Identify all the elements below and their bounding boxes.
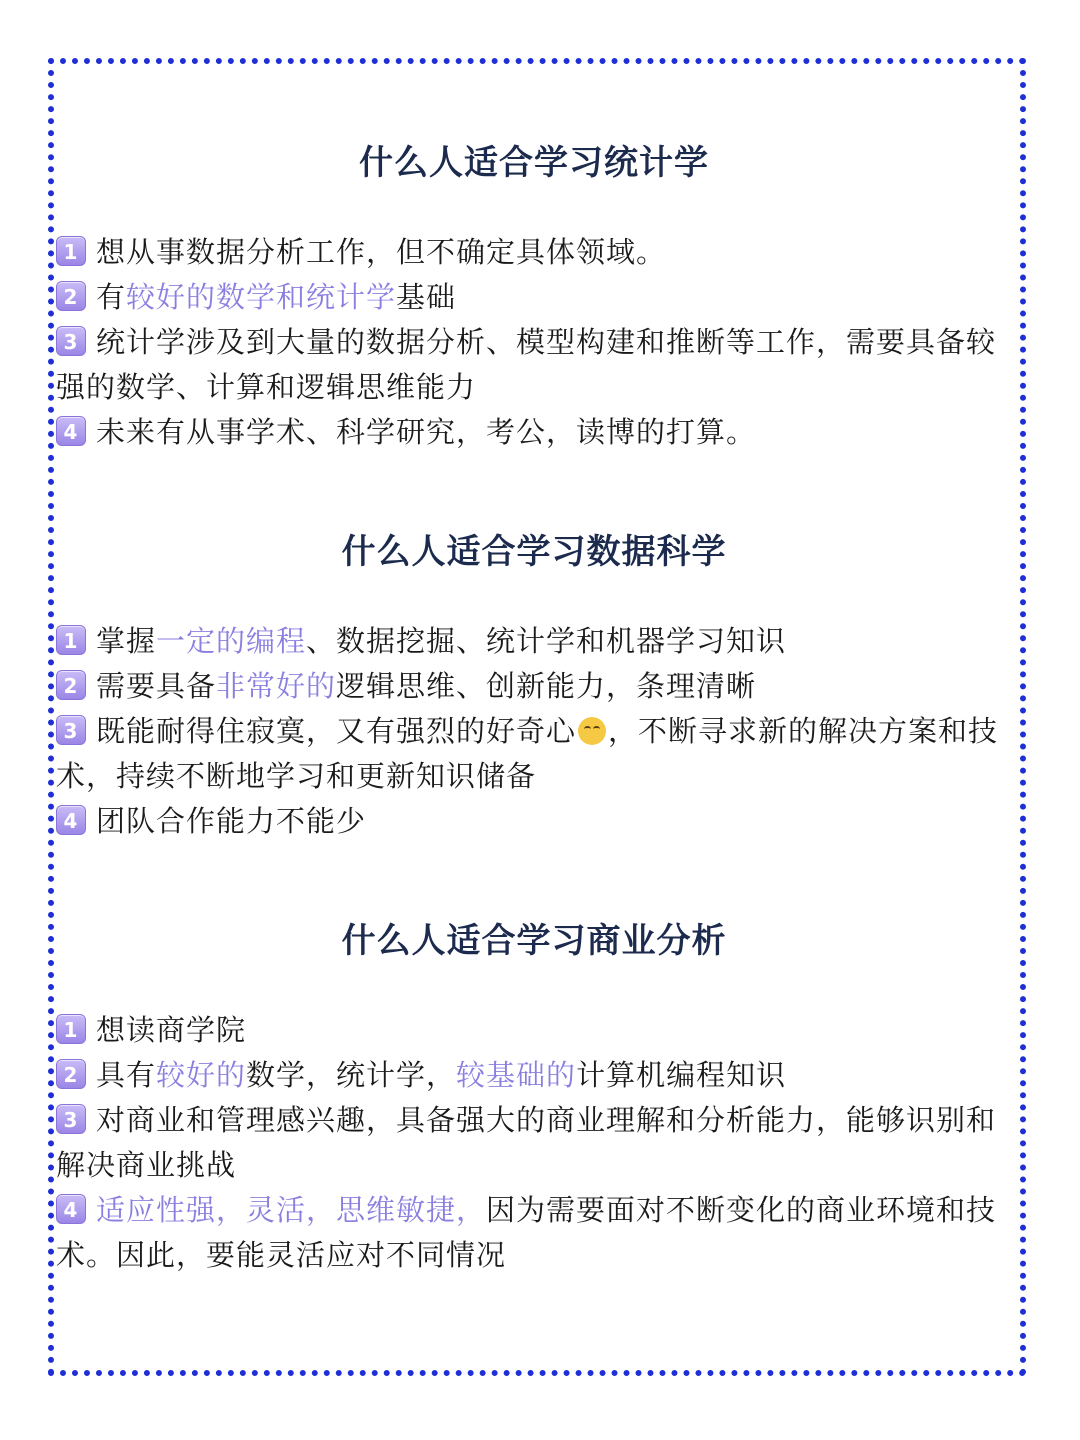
- number-badge-icon: 2: [56, 670, 86, 700]
- numbered-list: [56, 230, 1012, 455]
- list-item: [56, 1098, 1012, 1188]
- item-text: 因为需要面对不断变化的商业环境和技术。因此，要能灵活应对不同情况: [56, 1193, 997, 1272]
- section-title: 什么人适合学习商业分析: [341, 921, 727, 961]
- number-badge-icon: 3: [56, 715, 86, 745]
- item-text: 掌握: [96, 624, 157, 658]
- number-badge-icon: 2: [56, 1059, 86, 1089]
- section-title: 什么人适合学习数据科学: [341, 532, 727, 572]
- item-text: 对商业和管理感兴趣，具备强大的商业理解和分析能力，能够识别和解决商业挑战: [56, 1103, 997, 1182]
- highlighted-text: 较好的数学和统计学: [126, 280, 397, 314]
- laughing-face-icon: [578, 717, 606, 745]
- item-text: 逻辑思维、创新能力，条理清晰: [336, 669, 757, 703]
- list-item: [56, 275, 1012, 320]
- list-item: [56, 410, 1012, 455]
- list-item: [56, 619, 1012, 664]
- item-text: 统计学涉及到大量的数据分析、模型构建和推断等工作，需要具备较强的数学、计算和逻辑思维能力: [56, 325, 997, 404]
- item-text: 基础: [396, 280, 457, 314]
- item-text: 计算机编程知识: [576, 1058, 787, 1092]
- number-badge-icon: 1: [56, 236, 86, 266]
- list-item: [56, 1053, 1012, 1098]
- number-badge-icon: 1: [56, 1014, 86, 1044]
- highlighted-text: 适应性强，灵活，思维敏捷，: [96, 1193, 487, 1227]
- item-text: 数学，统计学，: [246, 1058, 457, 1092]
- item-text: ，不断寻求新的解决方案和技术，持续不断地学习和更新知识储备: [56, 714, 999, 793]
- item-text: 团队合作能力不能少: [96, 804, 367, 838]
- section-title: 什么人适合学习统计学: [359, 143, 709, 183]
- number-badge-icon: 3: [56, 326, 86, 356]
- highlighted-text: 非常好的: [216, 669, 337, 703]
- number-badge-icon: 4: [56, 416, 86, 446]
- list-item: [56, 664, 1012, 709]
- item-text: 未来有从事学术、科学研究，考公，读博的打算。: [96, 415, 757, 449]
- list-item: [56, 709, 1012, 799]
- number-badge-icon: 3: [56, 1104, 86, 1134]
- highlighted-text: 较好的: [156, 1058, 247, 1092]
- highlighted-text: 较基础的: [456, 1058, 577, 1092]
- item-text: 想读商学院: [96, 1013, 247, 1047]
- item-text: 想从事数据分析工作，但不确定具体领域。: [96, 235, 667, 269]
- number-badge-icon: 4: [56, 1194, 86, 1224]
- list-item: [56, 320, 1012, 410]
- item-text: 需要具备: [96, 669, 217, 703]
- section-2: [56, 515, 1012, 904]
- item-text: 既能耐得住寂寞，又有强烈的好奇心: [96, 714, 577, 748]
- item-text: 具有: [96, 1058, 157, 1092]
- number-badge-icon: 1: [56, 625, 86, 655]
- section-1: [56, 126, 1012, 515]
- number-badge-icon: 4: [56, 805, 86, 835]
- highlighted-text: 一定的编程: [156, 624, 307, 658]
- list-item: [56, 1008, 1012, 1053]
- list-item: [56, 230, 1012, 275]
- item-text: 有: [96, 280, 127, 314]
- item-text: 、数据挖掘、统计学和机器学习知识: [306, 624, 787, 658]
- number-badge-icon: 2: [56, 281, 86, 311]
- list-item: [56, 799, 1012, 844]
- section-3: [56, 904, 1012, 1278]
- numbered-list: [56, 619, 1012, 844]
- list-item: [56, 1188, 1012, 1278]
- article-content: [56, 126, 1012, 1278]
- numbered-list: [56, 1008, 1012, 1278]
